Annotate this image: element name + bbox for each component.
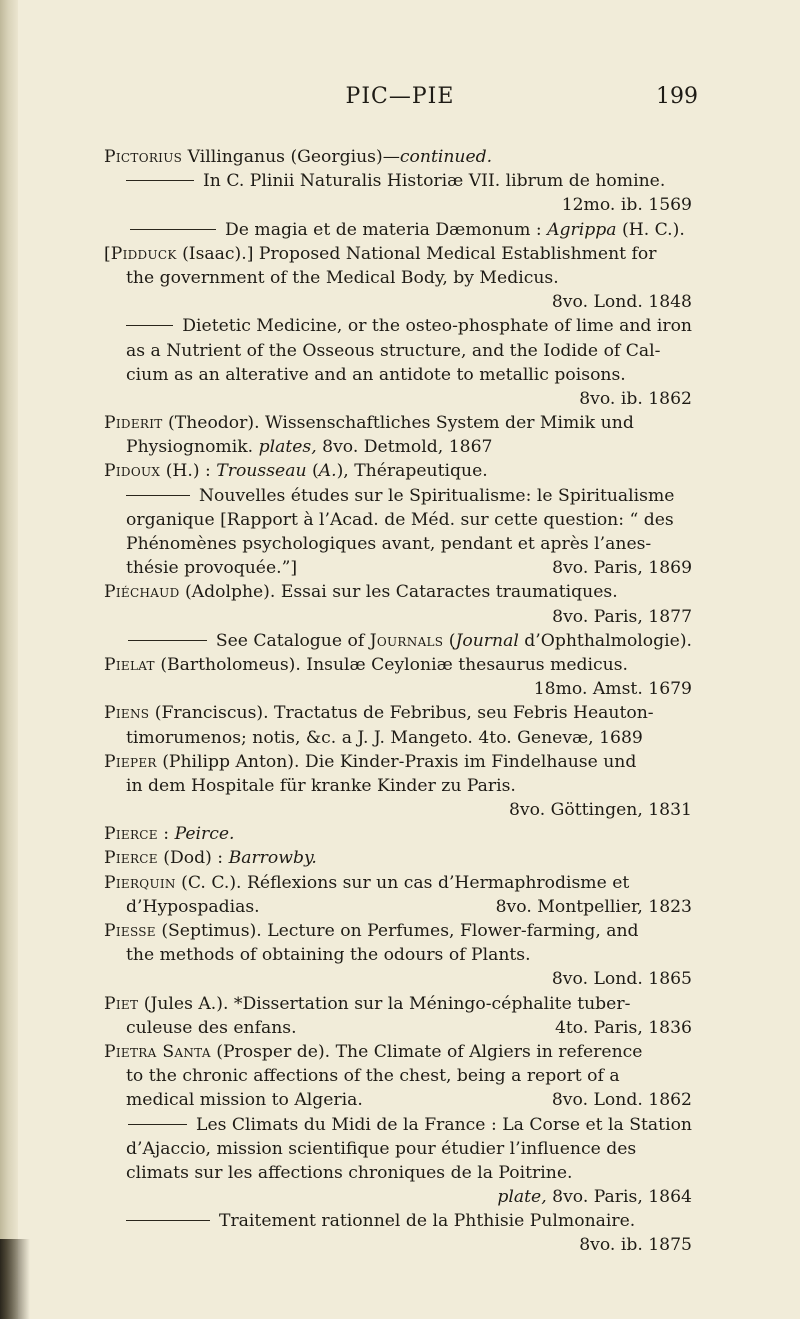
entry-text: (Theodor). Wissenschaftliches System der Mimik und <box>162 413 634 434</box>
ditto-rule <box>128 1124 187 1125</box>
entry-heading: Piderit <box>104 413 163 434</box>
entry-imprint <box>104 798 692 822</box>
imprint-text: 8vo. Lond. 1862 <box>551 1090 692 1111</box>
entry-text: 8vo. Detmold, 1867 <box>316 437 493 458</box>
entry-piesse <box>104 919 692 943</box>
imprint-text: 8vo. Göttingen, 1831 <box>509 800 692 821</box>
entry-line <box>104 726 692 750</box>
imprint-text: 8vo. Paris, 1877 <box>552 606 692 627</box>
entry-text: the government of the Medical Body, by Medicus. <box>126 267 559 288</box>
entry-text: (Prosper de). The Climate of Algiers in reference <box>210 1041 643 1062</box>
entry-heading: Pidoux <box>104 461 161 482</box>
imprint-text: 8vo. Lond. 1865 <box>551 969 692 990</box>
entry-line <box>104 218 692 242</box>
entry-line <box>104 484 692 508</box>
entry-line <box>104 943 692 967</box>
entry-text-italic: plates, <box>258 437 317 458</box>
page-header <box>0 84 800 114</box>
cross-reference: Peirce. <box>174 824 235 845</box>
entry-line <box>104 1113 692 1137</box>
entry-pidoux <box>104 459 692 483</box>
entry-piet <box>104 992 692 1016</box>
entry-line <box>104 314 692 338</box>
entry-text: (H. C.). <box>616 219 685 240</box>
entry-text: : <box>157 824 175 845</box>
entry-imprint <box>104 1233 692 1257</box>
entry-text: De magia et de materia Dæmonum : <box>225 219 548 240</box>
entry-heading: Piesse <box>104 921 156 941</box>
entry-text: culeuse des enfans. <box>126 1017 297 1038</box>
entry-pieper <box>104 750 692 774</box>
entry-line <box>104 1161 692 1185</box>
imprint-text: 8vo. Lond. 1848 <box>551 292 692 313</box>
ditto-rule <box>130 229 216 230</box>
entry-text: d’Ajaccio, mission scientifique pour étudier l’influence des <box>126 1138 637 1159</box>
entry-pierquin <box>104 871 692 895</box>
entry-text: d’Ophthalmologie). <box>518 630 692 651</box>
entry-text-italic: Agrippa <box>547 219 617 240</box>
entry-text: (Isaac).] Proposed National Medical Establishment for <box>176 243 657 264</box>
entry-text: Les Climats du Midi de la France : La Corse et la Station <box>196 1114 692 1135</box>
entry-text: in dem Hospitale für kranke Kinder zu Paris. <box>126 775 516 796</box>
entry-text: cium as an alterative and an antidote to metallic poisons. <box>126 364 626 385</box>
imprint-text: 18mo. Amst. 1679 <box>533 679 692 700</box>
entry-line <box>104 363 692 387</box>
entry-text: (Philipp Anton). Die Kinder-Praxis im Findelhause und <box>156 751 637 772</box>
entry-line <box>104 266 692 290</box>
entry-pietra-santa <box>104 1040 692 1064</box>
entry-line <box>104 556 692 580</box>
imprint-text: 8vo. Paris, 1864 <box>546 1187 692 1208</box>
entry-text-smallcaps: Journals <box>369 630 444 651</box>
entry-heading: Pielat <box>104 654 155 675</box>
entry-line <box>104 435 692 459</box>
entry-text: medical mission to Algeria. <box>126 1090 363 1111</box>
entry-pierce-dod <box>104 846 692 870</box>
entry-pidduck <box>104 242 692 266</box>
entry-text: (Dod) : <box>157 848 229 869</box>
catalogue-entries <box>104 145 692 1258</box>
entry-heading: Pietra Santa <box>104 1041 211 1062</box>
ditto-rule <box>126 325 173 326</box>
entry-imprint <box>104 290 692 314</box>
entry-text: ( <box>443 630 456 651</box>
ditto-rule <box>126 1220 210 1221</box>
entry-text: ), Thérapeutique. <box>336 461 488 482</box>
entry-imprint <box>104 387 692 411</box>
entry-text: thésie provoquée.”] <box>126 558 298 579</box>
entry-imprint <box>104 677 692 701</box>
entry-text: timorumenos; notis, &c. a J. J. Mangeto. 4to. Genevæ, 1689 <box>126 727 643 748</box>
entry-text: Nouvelles études sur le Spiritualisme: le Spiritualisme <box>199 485 675 506</box>
entry-text: Phénomènes psychologiques avant, pendant et après l’anes- <box>126 534 652 554</box>
binding-shadow-bottom <box>0 1239 40 1319</box>
entry-text: (Bartholomeus). Insulæ Ceyloniæ thesaurus medicus. <box>154 654 629 675</box>
entry-text: climats sur les affections chroniques de la Poitrine. <box>126 1162 573 1183</box>
entry-text: d’Hypospadias. <box>126 896 260 917</box>
imprint-text: 12mo. ib. 1569 <box>561 195 692 216</box>
entry-text: organique [Rapport à l’Acad. de Méd. sur cette question: “ des <box>126 509 674 530</box>
entry-line <box>104 1088 692 1112</box>
running-title: PIC—PIE <box>345 84 455 109</box>
page-number: 199 <box>656 84 698 109</box>
entry-line <box>104 895 692 919</box>
entry-heading: Pierce <box>104 824 158 845</box>
entry-text: (H.) : <box>160 461 217 482</box>
entry-text: (Adolphe). Essai sur les Cataractes traumatiques. <box>179 582 618 603</box>
entry-text: ( <box>306 461 319 482</box>
entry-text-italic: Journal <box>455 630 519 651</box>
entry-piens <box>104 701 692 725</box>
entry-text-italic: Trousseau <box>216 461 307 482</box>
ditto-rule <box>126 180 194 181</box>
entry-pielat <box>104 653 692 677</box>
imprint-text: 8vo. Montpellier, 1823 <box>495 896 692 917</box>
entry-heading: Pidduck <box>110 243 177 264</box>
entry-heading: Piens <box>104 703 150 724</box>
cross-reference: Barrowby. <box>228 848 317 869</box>
entry-text: Villinganus (Georgius)— <box>182 147 400 167</box>
entry-text-italic: continued. <box>399 147 493 167</box>
entry-text: as a Nutrient of the Osseous structure, and the Iodide of Cal- <box>126 340 661 361</box>
entry-pictorius <box>104 145 692 169</box>
entry-line <box>104 1064 692 1088</box>
entry-text: (C. C.). Réflexions sur un cas d’Hermaphrodisme et <box>175 872 630 893</box>
entry-text: See Catalogue of <box>215 630 370 651</box>
entry-imprint <box>104 967 692 991</box>
entry-imprint <box>104 605 692 629</box>
entry-piechaud <box>104 580 692 604</box>
entry-line <box>104 508 692 532</box>
imprint-text: 8vo. ib. 1862 <box>579 388 692 409</box>
entry-imprint <box>104 193 692 217</box>
entry-text: the methods of obtaining the odours of Plants. <box>126 945 531 966</box>
entry-text: (Franciscus). Tractatus de Febribus, seu Febris Heauton- <box>149 703 654 724</box>
entry-text: to the chronic affections of the chest, being a report of a <box>126 1066 620 1087</box>
entry-heading: Pierce <box>104 848 158 869</box>
entry-line <box>104 1209 692 1233</box>
entry-text-italic: A. <box>318 461 337 482</box>
entry-line <box>104 774 692 798</box>
entry-line <box>104 1016 692 1040</box>
imprint-text: 4to. Paris, 1836 <box>554 1017 692 1038</box>
entry-heading: Pierquin <box>104 872 176 893</box>
entry-text: (Jules A.). *Dissertation sur la Méningo-céphalite tuber- <box>138 993 631 1014</box>
entry-heading: Piet <box>104 993 139 1014</box>
entry-piderit <box>104 411 692 435</box>
imprint-text: 8vo. ib. 1875 <box>579 1235 692 1256</box>
entry-line <box>104 169 692 193</box>
entry-line <box>104 532 692 556</box>
entry-heading: Pictorius <box>104 147 183 167</box>
entry-text: In C. Plinii Naturalis Historiæ VII. librum de homine. <box>203 171 666 192</box>
entry-text-italic: plate, <box>497 1187 547 1208</box>
entry-imprint <box>104 1185 692 1209</box>
entry-line <box>104 629 692 653</box>
entry-line <box>104 339 692 363</box>
entry-text: Physiognomik. <box>126 437 259 458</box>
entry-text: Traitement rationnel de la Phthisie Pulmonaire. <box>219 1211 636 1232</box>
entry-line <box>104 1137 692 1161</box>
entry-pierce <box>104 822 692 846</box>
entry-text: [ <box>104 243 111 264</box>
entry-text: Dietetic Medicine, or the osteo-phosphate of lime and iron <box>182 316 692 337</box>
imprint-text: 8vo. Paris, 1869 <box>552 558 692 579</box>
ditto-rule <box>126 495 190 496</box>
entry-heading: Piéchaud <box>104 582 180 603</box>
binding-shadow-left <box>0 0 18 1319</box>
entry-text: (Septimus). Lecture on Perfumes, Flower-farming, and <box>155 921 639 941</box>
ditto-rule <box>128 640 207 641</box>
entry-heading: Pieper <box>104 751 157 772</box>
